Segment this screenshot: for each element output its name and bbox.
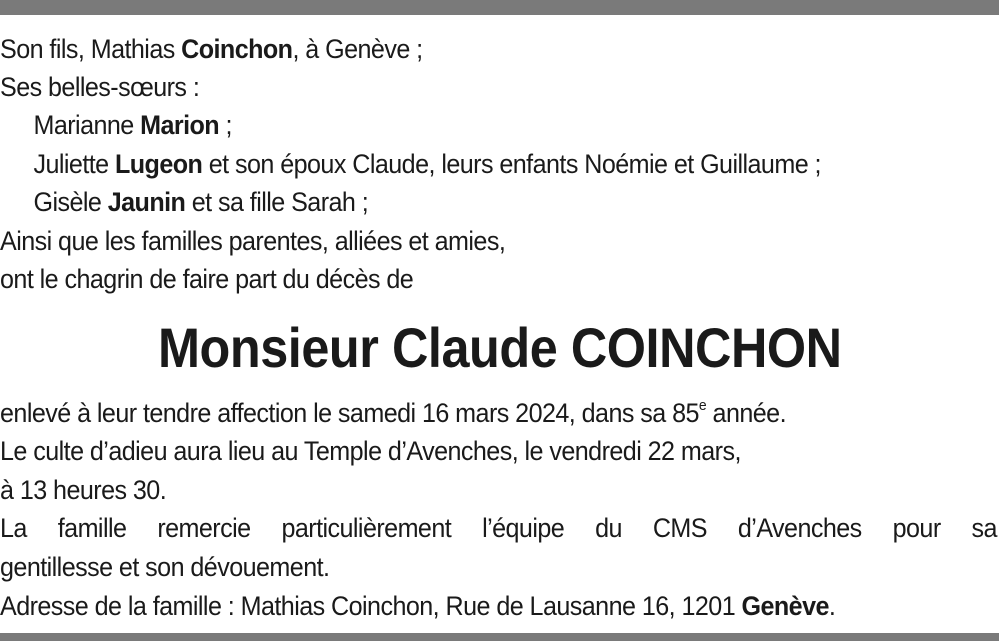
thanks-line-1: [0, 509, 997, 548]
sister2-first: Juliette: [33, 149, 116, 179]
sister-juliette-line: [0, 145, 963, 184]
address-line: [0, 587, 929, 626]
thanks-line-2: gentillesse et son dévouement.: [0, 552, 330, 582]
deceased-name: [0, 316, 999, 380]
sister1-suffix: ;: [219, 110, 232, 140]
sister-marianne-line: [0, 106, 963, 145]
sister1-first: Marianne: [33, 110, 141, 140]
sister3-surname: Jaunin: [107, 187, 186, 217]
sister-gisele-line: [0, 183, 963, 222]
sister3-first: Gisèle: [33, 187, 108, 217]
death-line-prefix: enlevé à leur tendre affection le samedi 16 mars 2024, dans sa 85: [0, 398, 699, 428]
son-prefix: Son fils, Mathias: [0, 34, 182, 64]
sister3-suffix: et sa fille Sarah ;: [185, 187, 369, 217]
service-line-2: à 13 heures 30.: [0, 475, 167, 505]
thanks-line-1-text: La famille remercie particulièrement l’équipe du CMS d’Avenches pour sa: [0, 513, 997, 543]
son-surname: Coinchon: [181, 34, 293, 64]
deceased-name-text: Monsieur Claude COINCHON: [157, 316, 842, 379]
address-suffix: .: [828, 591, 836, 621]
address-city: Genève: [741, 591, 829, 621]
sisters-in-law-intro: Ses belles-sœurs :: [0, 72, 200, 102]
son-suffix: , à Genève ;: [292, 34, 423, 64]
death-line-suffix: année.: [706, 398, 786, 428]
bottom-rule: [0, 633, 999, 641]
sister2-suffix: et son époux Claude, leurs enfants Noémie et Guillaume ;: [202, 149, 821, 179]
sister2-surname: Lugeon: [115, 149, 203, 179]
son-line: [0, 30, 929, 69]
sister1-surname: Marion: [140, 110, 220, 140]
families-line: Ainsi que les familles parentes, alliées et amies,: [0, 226, 506, 256]
announce-line: ont le chagrin de faire part du décès de: [0, 264, 414, 294]
service-line-1: Le culte d’adieu aura lieu au Temple d’Avenches, le vendredi 22 mars,: [0, 436, 741, 466]
address-prefix: Adresse de la famille : Mathias Coinchon, Rue de Lausanne 16, 1201: [0, 591, 742, 621]
ordinal-superscript: e: [698, 397, 707, 414]
death-line: [0, 394, 929, 433]
top-rule: [0, 0, 999, 15]
